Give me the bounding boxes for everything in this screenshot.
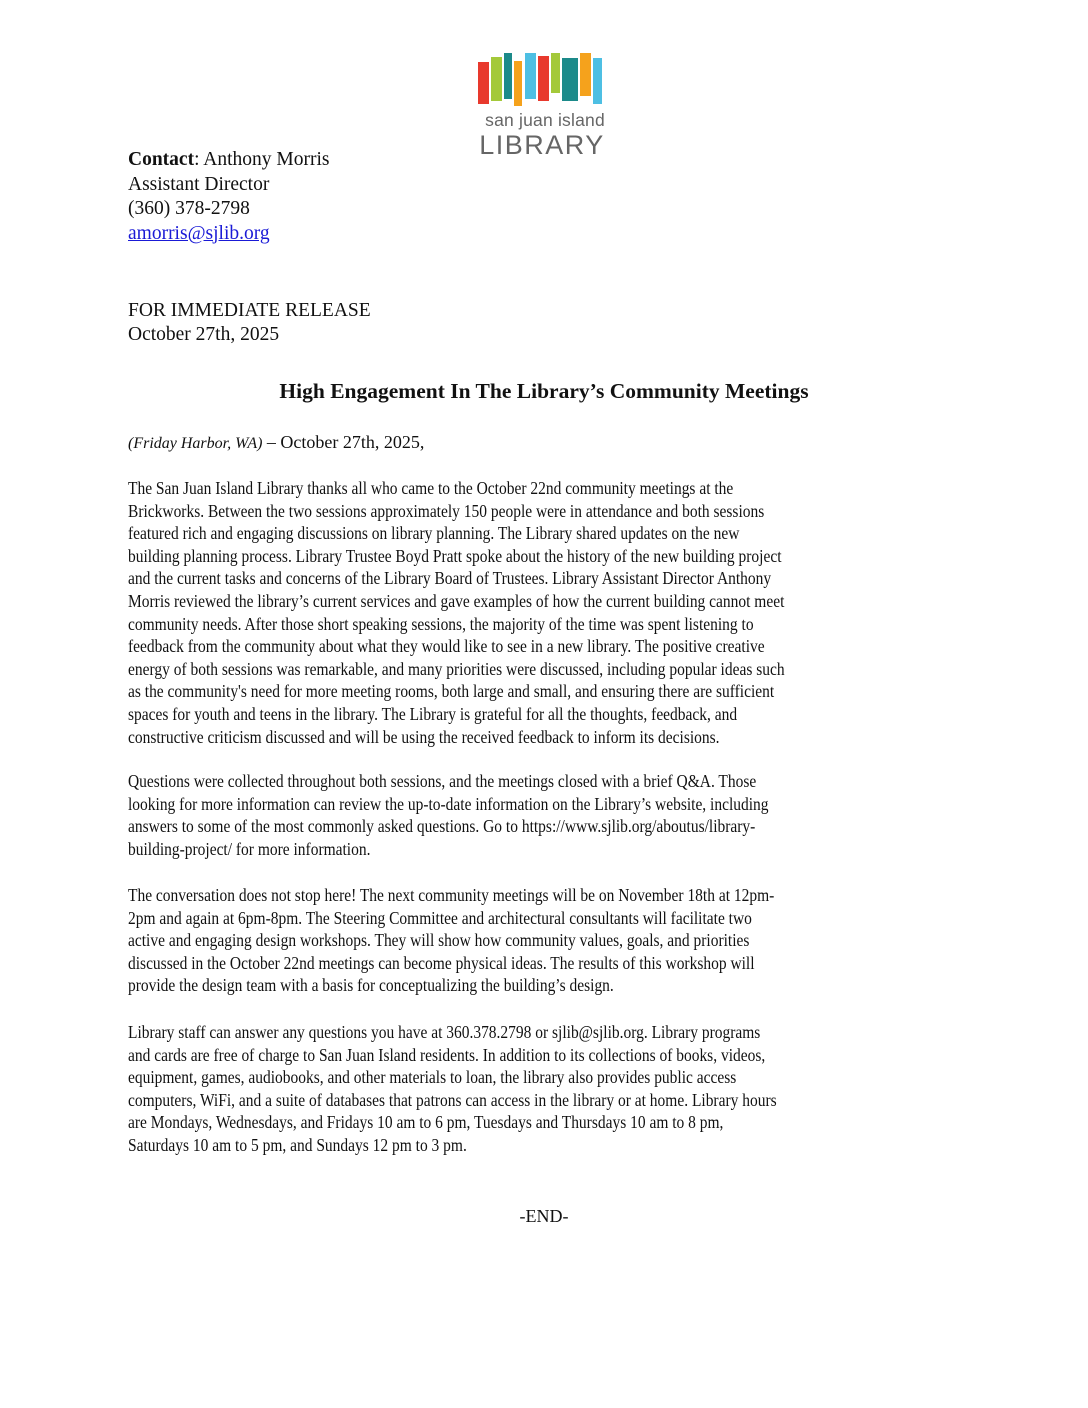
- paragraph-line: active and engaging design workshops. They will show how community values, goals, and priorities: [128, 930, 750, 951]
- headline: High Engagement In The Library’s Community Meetings: [279, 379, 809, 403]
- logo-bar: [551, 53, 560, 93]
- dateline-date: – October 27th, 2025,: [262, 432, 425, 452]
- logo-bar: [593, 58, 602, 104]
- paragraph-line: Morris reviewed the library’s current services and gave examples of how the current building cannot meet: [128, 590, 785, 611]
- logo-bars: [476, 52, 616, 108]
- end-marker: -END-: [519, 1206, 569, 1226]
- paragraph-line: computers, WiFi, and a suite of databases that patrons can access in the library or at home. Library hours: [128, 1089, 777, 1110]
- paragraph-line: spaces for youth and teens in the library. The Library is grateful for all the thoughts, feedback, and: [128, 703, 738, 724]
- contact-title: Assistant Director: [128, 173, 270, 195]
- logo-bar: [525, 53, 536, 99]
- paragraph-line: discussed in the October 22nd meetings can become physical ideas. The results of this workshop will: [128, 952, 755, 973]
- paragraph-line: building planning process. Library Trustee Boyd Pratt spoke about the history of the new building project: [128, 545, 782, 566]
- contact-name-line: [128, 148, 330, 173]
- paragraph-line: equipment, games, audiobooks, and other materials to loan, the library also provides public access: [128, 1067, 737, 1088]
- paragraph-line: looking for more information can review the up-to-date information on the Library’s website, including: [128, 793, 769, 814]
- paragraph-line: feedback from the community about what they would like to see in a new library. The positive creative: [128, 636, 765, 657]
- logo-bar: [504, 53, 512, 99]
- contact-name: : Anthony Morris: [194, 149, 330, 170]
- paragraph-line: Saturdays 10 am to 5 pm, and Sundays 12 pm to 3 pm.: [128, 1134, 467, 1155]
- logo-bar: [580, 53, 591, 96]
- dateline: [128, 432, 424, 453]
- paragraph-line: are Mondays, Wednesdays, and Fridays 10 am to 6 pm, Tuesdays and Thursdays 10 am to 8 pm,: [128, 1112, 724, 1133]
- logo-text-top: san juan island: [485, 110, 605, 130]
- paragraph-line: The San Juan Island Library thanks all who came to the October 22nd community meetings at the: [128, 478, 734, 498]
- logo-bar: [478, 62, 489, 104]
- paragraph-line: and cards are free of charge to San Juan Island residents. In addition to its collections of books, videos,: [128, 1044, 766, 1065]
- paragraph-3: [128, 884, 880, 997]
- paragraph-1: [128, 477, 891, 748]
- paragraph-line: energy of both sessions was remarkable, and many priorities were discussed, including popular ideas such: [128, 658, 785, 679]
- paragraph-4: [128, 1021, 882, 1157]
- paragraph-line: community needs. After those short speaking sessions, the majority of the time was spent listening to: [128, 613, 754, 634]
- paragraph-line: featured rich and engaging discussions on library planning. The Library shared updates on the new: [128, 523, 740, 544]
- paragraph-line: Library staff can answer any questions you have at 360.378.2798 or sjlib@sjlib.org. Library programs: [128, 1022, 761, 1042]
- paragraph-line: as the community's need for more meeting rooms, both large and small, and ensuring there are sufficient: [128, 681, 775, 702]
- logo-bar: [514, 61, 522, 106]
- paragraph-line: and the current tasks and concerns of the Library Board of Trustees. Library Assistant Director Anthony: [128, 568, 772, 589]
- paragraph-line: building-project/ for more information.: [128, 838, 371, 859]
- contact-phone: (360) 378-2798: [128, 198, 250, 219]
- paragraph-line: constructive criticism discussed and will be using the received feedback to inform its decisions.: [128, 726, 720, 747]
- paragraph-line: provide the design team with a basis for conceptualizing the building’s design.: [128, 975, 614, 996]
- logo-bar: [491, 57, 502, 101]
- release-block: [128, 299, 371, 347]
- release-date: October 27th, 2025: [128, 324, 280, 345]
- library-logo: [476, 52, 616, 162]
- contact-label: Contact: [128, 149, 195, 170]
- paragraph-2: [128, 770, 873, 860]
- contact-email-link[interactable]: amorris@sjlib.org: [128, 222, 270, 244]
- logo-bar: [562, 58, 578, 101]
- logo-text-bottom: LIBRARY: [479, 130, 605, 160]
- paragraph-line: The conversation does not stop here! The next community meetings will be on November 18th at 12pm-: [128, 885, 775, 905]
- paragraph-line: answers to some of the most commonly asked questions. Go to https://www.sjlib.org/aboutus/library-: [128, 816, 756, 837]
- logo-bar: [538, 56, 549, 101]
- release-label: FOR IMMEDIATE RELEASE: [128, 300, 371, 321]
- paragraph-line: Questions were collected throughout both sessions, and the meetings closed with a brief Q&A. Those: [128, 771, 757, 791]
- paragraph-line: Brickworks. Between the two sessions approximately 150 people were in attendance and both sessions: [128, 500, 765, 521]
- dateline-place: (Friday Harbor, WA): [128, 435, 263, 452]
- paragraph-line: 2pm and again at 6pm-8pm. The Steering Committee and architectural consultants will facilitate two: [128, 907, 752, 928]
- contact-block: [128, 148, 330, 246]
